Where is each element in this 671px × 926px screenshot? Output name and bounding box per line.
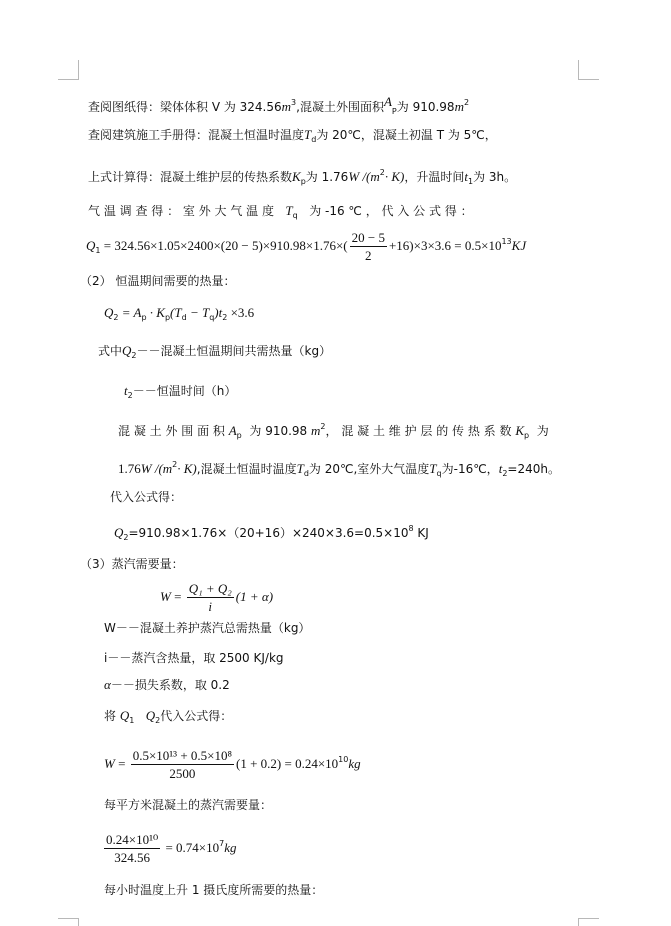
exponent: 8 — [408, 524, 414, 533]
crop-mark-bottom-left-horizontal — [58, 918, 79, 919]
text: ， 混 凝 土 维 护 层 的 传 热 系 数 — [325, 424, 512, 438]
subscript: P — [391, 107, 397, 116]
text: 查阅图纸得：梁体体积 V 为 324.56 — [88, 100, 282, 114]
crop-mark-top-right-horizontal — [578, 79, 599, 80]
line-constant-temperature — [88, 127, 497, 148]
numerator: 20 − 5 — [351, 230, 385, 245]
numerator: 0.5×10¹³ + 0.5×10⁸ — [132, 748, 233, 763]
subscript: 2 — [127, 391, 133, 400]
text: 上式计算得：混凝土维护层的传热系数 — [88, 170, 293, 184]
formula-text: )t — [214, 305, 223, 320]
line-q2-result — [114, 521, 429, 546]
subscript: 2 — [131, 351, 137, 360]
subscript: p — [164, 313, 171, 322]
time-symbol: t — [498, 461, 503, 476]
equation-w-result — [104, 748, 361, 781]
text: 查阅建筑施工手册得：混凝土恒温时温度 — [88, 128, 305, 142]
line-steam-per-cubic-meter — [104, 797, 272, 813]
time-symbol: t — [124, 383, 128, 398]
section-3-heading — [80, 556, 184, 572]
equals: = — [114, 756, 129, 771]
unit: kg — [348, 756, 361, 771]
time-symbol: t — [464, 169, 468, 184]
area-symbol: A — [383, 94, 392, 109]
text: 为 910.98 — [396, 100, 455, 114]
subscript: q — [436, 469, 442, 478]
formula-text: = A — [118, 305, 142, 320]
exponent: 7 — [219, 839, 225, 848]
unit-symbol: m — [311, 423, 321, 438]
subscript: 2 — [222, 313, 228, 322]
exponent: 2 — [379, 168, 385, 177]
line-area-and-coefficient — [118, 419, 549, 444]
denominator: 2500 — [169, 766, 196, 781]
numerator: 0.24×10¹⁰ — [106, 832, 159, 847]
crop-mark-top-right-vertical — [578, 60, 579, 80]
unit: KJ — [511, 238, 527, 253]
equation-w — [160, 581, 273, 614]
temp-symbol: T — [429, 461, 437, 476]
text: 混 凝 土 外 围 面 积 — [118, 424, 225, 438]
text: 为 20℃，混凝土初温 T 为 5℃， — [316, 128, 497, 142]
equation-q1 — [86, 230, 526, 263]
q2-symbol: Q — [122, 343, 132, 358]
subscript: p — [236, 431, 242, 440]
unit: · K) — [177, 461, 197, 476]
line-heat-transfer-coefficient — [88, 165, 516, 190]
line-substitute — [110, 489, 182, 505]
line-t2-definition — [124, 383, 236, 404]
formula-text: ×3.6 — [227, 305, 255, 320]
fraction — [104, 832, 160, 865]
text: 为 910.98 — [249, 424, 308, 438]
q2-symbol: Q — [145, 708, 156, 723]
subscript: 1 — [467, 177, 474, 186]
subscript: d — [311, 135, 317, 144]
equals: = — [170, 589, 185, 604]
text: =240h。 — [507, 462, 560, 476]
text: 为 -16 ℃ ， 代 入 公 式 得 ： — [309, 204, 473, 218]
line-w-definition — [104, 620, 310, 636]
formula-text: (T — [170, 305, 182, 320]
line-outdoor-temperature — [88, 203, 473, 224]
equation-steam-result — [102, 832, 237, 865]
denominator: 2 — [365, 248, 372, 263]
text: 为 20℃,室外大气温度 — [308, 462, 430, 476]
text: ,混凝土恒温时温度 — [196, 462, 297, 476]
text: ,混凝土外围面积 — [296, 100, 384, 114]
crop-mark-top-left-horizontal — [58, 79, 79, 80]
coef-symbol: K — [292, 169, 301, 184]
subscript: 2 — [155, 716, 161, 725]
numerator: Q₁ + Q₂ — [188, 581, 232, 596]
line-beam-volume — [88, 94, 469, 120]
text: =910.98×1.76×（20+16）×240×3.6=0.5×10 — [128, 526, 409, 540]
text: －－损失系数，取 0.2 — [110, 678, 230, 692]
formula-text: = 324.56×1.05×2400×(20 − 5)×910.98×1.76×( — [100, 238, 348, 253]
unit: · K) — [384, 169, 405, 184]
text: 代入公式得： — [110, 490, 183, 504]
fraction — [187, 581, 234, 614]
subscript: 1 — [95, 246, 101, 255]
unit: W /(m — [348, 169, 380, 184]
fraction — [131, 748, 234, 781]
temp-symbol: T — [296, 461, 304, 476]
coef-symbol: K — [515, 423, 524, 438]
subscript: 2 — [502, 469, 508, 478]
text: 代入公式得： — [160, 709, 233, 723]
subscript: d — [181, 313, 187, 322]
subscript: p — [300, 177, 306, 186]
w-symbol: W — [104, 756, 115, 771]
temp-symbol: T — [304, 127, 312, 142]
subscript: 2 — [123, 533, 129, 542]
line-parameters — [118, 457, 560, 482]
unit-symbol: m — [454, 99, 464, 114]
text: 每小时温度上升 1 摄氏度所需要的热量： — [104, 883, 324, 897]
fraction — [350, 230, 387, 263]
value: 1.76 — [118, 461, 141, 476]
subscript: 2 — [113, 313, 119, 322]
q2-symbol: Q — [114, 525, 124, 540]
exponent: 2 — [463, 98, 470, 107]
equation-q2 — [104, 305, 254, 326]
text: －－恒温时间（h） — [132, 384, 237, 398]
line-substitute-q1-q2 — [104, 708, 232, 729]
exponent: 3 — [291, 98, 297, 107]
area-symbol: A — [228, 423, 237, 438]
alpha-symbol: α — [104, 677, 111, 692]
text: 为 — [536, 424, 549, 438]
text: 式中 — [98, 344, 123, 358]
text: 为 1.76 — [305, 170, 349, 184]
line-alpha-definition — [104, 677, 230, 693]
formula-text: (1 + 0.2) = 0.24×10 — [236, 756, 339, 771]
text: i－－蒸汽含热量，取 2500 KJ/kg — [104, 651, 284, 665]
denominator: 324.56 — [114, 850, 150, 865]
w-symbol: W — [160, 589, 171, 604]
text: 气 温 调 查 得 ： 室 外 大 气 温 度 — [88, 204, 274, 218]
text: 将 — [104, 709, 117, 723]
exponent: 2 — [320, 422, 326, 431]
crop-mark-bottom-right-vertical — [578, 918, 579, 926]
exponent: 2 — [172, 460, 178, 469]
denominator: i — [208, 599, 213, 614]
crop-mark-bottom-left-vertical — [78, 918, 79, 926]
subscript: p — [141, 313, 147, 322]
text: （3）蒸汽需要量： — [80, 557, 184, 571]
text: 每平方米混凝土的蒸汽需要量： — [104, 798, 273, 812]
temp-symbol: T — [285, 203, 293, 218]
text: （2） 恒温期间需要的热量： — [80, 274, 236, 288]
exponent: 10 — [338, 755, 349, 764]
text: ，升温时间 — [404, 170, 465, 184]
unit: kg — [224, 840, 237, 855]
text: －－混凝土恒温期间共需热量（kg） — [136, 344, 332, 358]
subscript: d — [303, 469, 309, 478]
formula-text: (1 + α) — [235, 589, 274, 604]
q1-symbol: Q — [119, 708, 130, 723]
text: 为 3h。 — [473, 170, 517, 184]
line-heat-per-degree — [104, 882, 323, 898]
crop-mark-top-left-vertical — [78, 60, 79, 80]
unit: W /(m — [140, 461, 173, 476]
line-i-definition — [104, 650, 284, 666]
subscript: p — [523, 431, 530, 440]
formula-text: − T — [186, 305, 210, 320]
crop-mark-bottom-right-horizontal — [578, 918, 599, 919]
subscript: q — [292, 211, 298, 220]
q2-symbol: Q — [104, 305, 114, 320]
formula-text: +16)×3×3.6 = 0.5×10 — [388, 238, 502, 253]
text: W－－混凝土养护蒸汽总需热量（kg） — [104, 621, 311, 635]
q1-symbol: Q — [86, 238, 96, 253]
exponent: 13 — [501, 237, 512, 246]
text: 为-16℃， — [441, 462, 499, 476]
formula-text: · K — [146, 305, 165, 320]
line-q2-definition — [98, 343, 331, 364]
unit-symbol: m — [281, 99, 292, 114]
subscript: 1 — [129, 716, 135, 725]
formula-text: = 0.74×10 — [162, 840, 220, 855]
section-2-heading — [80, 273, 235, 289]
subscript: q — [209, 313, 215, 322]
text: KJ — [413, 526, 429, 540]
